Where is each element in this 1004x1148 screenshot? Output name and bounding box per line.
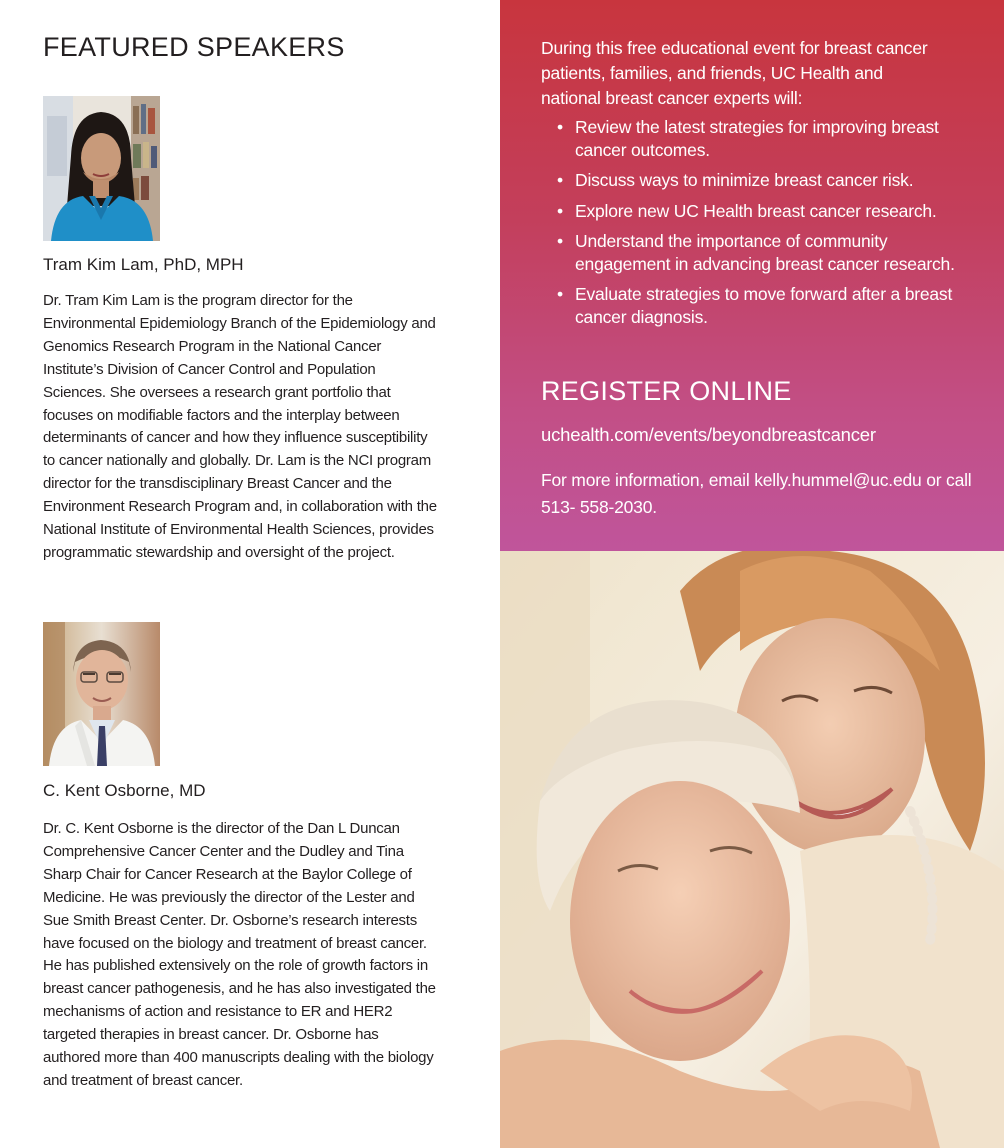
speaker-photo-kent-osborne — [43, 622, 160, 766]
bullet-text: Evaluate strategies to move forward after a breast cancer diagnosis. — [575, 284, 953, 327]
speaker-name: C. Kent Osborne, MD — [43, 781, 206, 800]
list-item — [541, 169, 981, 192]
list-item — [541, 283, 981, 328]
list-item — [541, 200, 981, 223]
hero-photo — [500, 551, 1004, 1148]
contact-info: For more information, email kelly.hummel@uc.edu or call 513- 558-2030. — [541, 470, 972, 517]
bullet-icon: • — [557, 170, 563, 190]
bullet-text: Discuss ways to minimize breast cancer risk. — [575, 170, 914, 190]
speaker-name: Tram Kim Lam, PhD, MPH — [43, 255, 244, 274]
bullet-text: Understand the importance of community engagement in advancing breast cancer research. — [575, 231, 955, 274]
register-online-heading: REGISTER ONLINE — [541, 376, 792, 406]
event-info-panel — [500, 0, 1004, 551]
bullet-icon: • — [557, 284, 563, 304]
bullet-icon: • — [557, 200, 563, 221]
speaker-bio: Dr. Tram Kim Lam is the program director for the Environmental Epidemiology Branch of the Epidemiology and Genomics Research Program in the National Cancer Institute’s Division of Cancer Control and Population Sciences. She oversees a research grant portfolio that focuses on modifiable factors and the interplay between determinants of cancer and how they influence susceptibility to cancer nationally and globally. Dr. Lam is the NCI program director for the transdisciplinary Breast Cancer and the Environment Research Program and, in collaboration with the National Institute of Environmental Health Sciences, provides programmatic stewardship and oversight of the project. — [43, 292, 437, 561]
speakers-column — [0, 0, 500, 1148]
speaker-photo-tram-kim-lam — [43, 96, 160, 241]
bullet-icon: • — [557, 231, 563, 251]
featured-speakers-heading: FEATURED SPEAKERS — [43, 32, 345, 62]
bullet-text: Explore new UC Health breast cancer research. — [575, 200, 937, 221]
bullet-icon: • — [557, 117, 563, 137]
list-item — [541, 116, 981, 161]
event-intro: During this free educational event for breast cancer patients, families, and friends, UC Health and national breast cancer experts will: — [541, 38, 928, 108]
registration-link[interactable]: uchealth.com/events/beyondbreastcancer — [541, 424, 876, 445]
speaker-bio: Dr. C. Kent Osborne is the director of the Dan L Duncan Comprehensive Cancer Center and the Dudley and Tina Sharp Chair for Cancer Research at the Baylor College of Medicine. He was previously the director of the Lester and Sue Smith Breast Center. Dr. Osborne’s research interests have focused on the biology and treatment of breast cancer. He has published extensively on the role of growth factors in breast cancer pathogenesis, and he has also investigated the mechanisms of action and resistance to ER and HER2 targeted therapies in breast cancer. Dr. Osborne has authored more than 400 manuscripts dealing with the biology and treatment of breast cancer. — [43, 820, 436, 1089]
event-bullet-list — [541, 116, 981, 336]
list-item — [541, 230, 981, 275]
bullet-text: Review the latest strategies for improving breast cancer outcomes. — [575, 117, 939, 160]
